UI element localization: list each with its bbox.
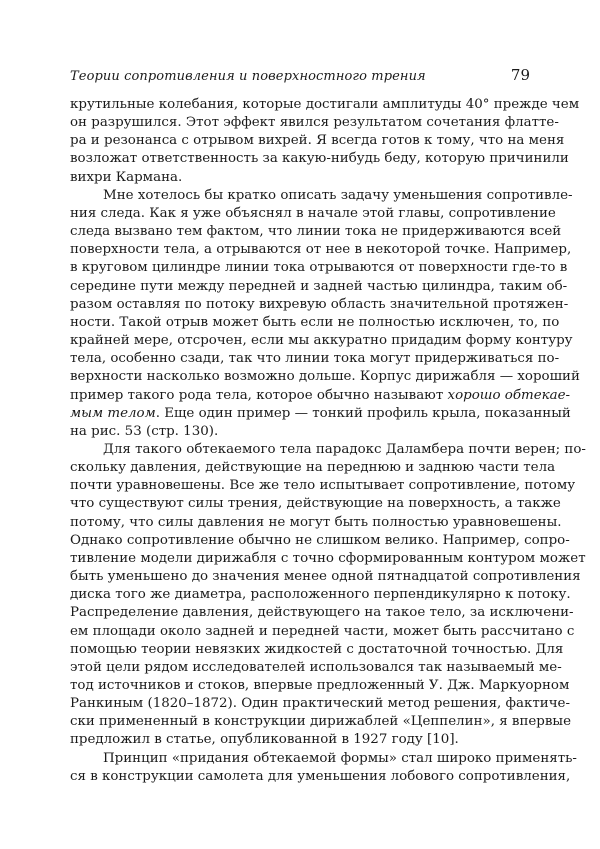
text-line: Мне хотелось бы кратко описать задачу уменьшения сопротивле-: [103, 187, 573, 203]
text-line: ния следа. Как я уже объяснял в начале этой главы, сопротивление: [70, 205, 556, 221]
text-line: этой цели рядом исследователей использовался так называемый ме-: [70, 659, 562, 675]
text-line: Ранкиным (1820–1872). Один практический метод решения, фактиче-: [70, 696, 571, 712]
text-line: Принцип «придания обтекаемой формы» стал широко применять-: [103, 750, 577, 766]
page-number: 79: [510, 66, 530, 84]
page-header: [70, 66, 530, 84]
text-line-mixed: [70, 405, 571, 423]
paragraph-3: [70, 441, 586, 750]
text-line: Для такого обтекаемого тела парадокс Даламбера почти верен; по-: [103, 441, 586, 457]
text-line: ности. Такой отрыв может быть если не полностью исключен, то, по: [70, 314, 560, 330]
text-line: предложил в статье, опубликованной в 1927 году [10].: [70, 732, 459, 748]
text-line: крайней мере, отсрочен, если мы аккуратно придадим форму контуру: [70, 333, 573, 349]
text-line: Однако сопротивление обычно не слишком велико. Например, сопро-: [70, 532, 570, 548]
text-line: следа вызвано тем фактом, что линии тока не придерживаются всей: [70, 224, 562, 240]
text-line: крутильные колебания, которые достигали амплитуды 40° прежде чем: [70, 97, 580, 112]
running-title: Теории сопротивления и поверхностного трения: [70, 69, 426, 84]
text-line: в круговом цилиндре линии тока отрываются от поверхности где-то в: [70, 260, 568, 276]
text-line: он разрушился. Этот эффект явился результатом сочетания флатте-: [70, 115, 559, 131]
text-line: ся в конструкции самолета для уменьшения лобового сопротивления,: [70, 768, 571, 784]
text-line: скольку давления, действующие на переднюю и заднюю части тела: [70, 460, 556, 476]
text-line: потому, что силы давления не могут быть полностью уравновешены.: [70, 514, 562, 530]
text-line: почти уравновешены. Все же тело испытывает сопротивление, потому: [70, 478, 576, 494]
text-line: тивление модели дирижабля с точно сформированным контуром может: [70, 550, 586, 566]
text-line: на рис. 53 (стр. 130).: [70, 423, 219, 439]
text-line: середине пути между передней и задней частью цилиндра, таким об-: [70, 278, 568, 294]
text-line: тела, особенно сзади, так что линии тока могут придерживаться по-: [70, 351, 560, 367]
italic-term: мым телом: [70, 405, 156, 421]
text-line: диска того же диаметра, расположенного перпендикулярно к потоку.: [70, 587, 571, 603]
text-line-mixed: [70, 387, 571, 405]
text-line: разом оставляя по потоку вихревую область значительной протяжен-: [70, 296, 569, 312]
text-line: возложат ответственность за какую-нибудь беду, которую причинили: [70, 151, 569, 167]
italic-term: хорошо обтекае-: [447, 387, 571, 403]
paragraph-4: [70, 750, 577, 786]
body-text: [70, 96, 586, 786]
text-line: ем площади около задней и передней части, может быть рассчитано с: [70, 623, 575, 639]
text-line: вихри Кармана.: [70, 169, 183, 185]
paragraph-2: [70, 187, 580, 441]
text-line: ски примененный в конструкции дирижаблей «Цеппелин», я впервые: [70, 714, 572, 730]
text-line: поверхности тела, а отрываются от нее в некоторой точке. Например,: [70, 242, 572, 258]
text-line: быть уменьшено до значения менее одной пятнадцатой сопротивления: [70, 569, 581, 585]
paragraph-1: [70, 96, 580, 187]
text-run: . Еще один пример — тонкий профиль крыла, показанный: [155, 405, 571, 421]
text-line: помощью теории невязких жидкостей с достаточной точностью. Для: [70, 641, 564, 657]
text-line: что существуют силы трения, действующие на поверхность, а также: [70, 496, 561, 512]
text-line: ра и резонанса с отрывом вихрей. Я всегда готов к тому, что на меня: [70, 133, 565, 149]
text-run: пример такого рода тела, которое обычно называют: [70, 387, 444, 403]
text-line: верхности насколько возможно дольше. Корпус дирижабля — хороший: [70, 369, 580, 385]
text-line: тод источников и стоков, впервые предложенный У. Дж. Маркуорном: [70, 678, 570, 693]
text-line: Распределение давления, действующего на такое тело, за исключени-: [70, 605, 574, 621]
